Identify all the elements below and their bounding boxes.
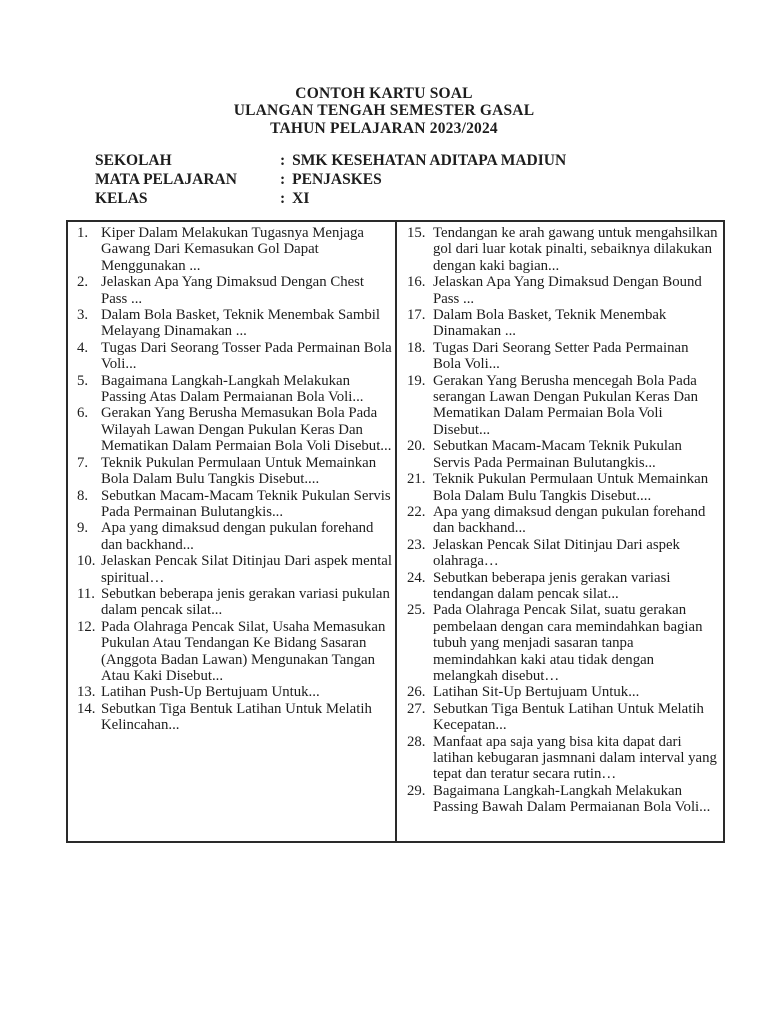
metadata-label: KELAS	[95, 189, 148, 207]
question-item	[407, 274, 720, 307]
question-number: 13.	[77, 684, 96, 701]
title-line-1: CONTOH KARTU SOAL	[295, 85, 473, 102]
question-item	[407, 701, 720, 734]
question-number: 20.	[407, 438, 426, 455]
question-text: Tugas Dari Seorang Setter Pada Permainan Bola Voli...	[433, 339, 689, 373]
question-item	[77, 340, 392, 373]
question-item	[407, 471, 720, 504]
question-text: Sebutkan Macam-Macam Teknik Pukulan Servis Pada Permainan Bulutangkis...	[433, 438, 682, 471]
question-text: Bagaimana Langkah-Langkah Melakukan Passing Atas Dalam Permaianan Bola Voli...	[101, 372, 364, 406]
question-number: 19.	[407, 372, 426, 389]
title-line-3: TAHUN PELAJARAN 2023/2024	[270, 119, 498, 137]
question-text: Jelaskan Apa Yang Dimaksud Dengan Bound Pass ...	[433, 274, 702, 307]
question-number: 5.	[77, 372, 89, 389]
question-number: 24.	[407, 569, 426, 586]
question-text: Gerakan Yang Berusha mencegah Bola Pada serangan Lawan Dengan Pukulan Keras Dan Mematikan Dalam Permaian Bola Voli Disebut...	[433, 372, 699, 438]
question-number: 3.	[77, 307, 89, 324]
question-item	[407, 307, 720, 340]
question-text: Bagaimana Langkah-Langkah Melakukan Passing Bawah Dalam Permaianan Bola Voli...	[433, 782, 711, 816]
question-number: 22.	[407, 503, 426, 520]
question-number: 7.	[77, 454, 89, 471]
question-number: 21.	[407, 471, 426, 488]
question-number: 4.	[77, 339, 89, 356]
question-item	[77, 274, 392, 307]
question-text: Jelaskan Apa Yang Dimaksud Dengan Chest Pass ...	[101, 274, 365, 307]
question-text: Latihan Push-Up Bertujuam Untuk...	[101, 684, 320, 701]
question-item	[77, 553, 392, 586]
question-item	[407, 438, 720, 471]
question-number: 10.	[77, 553, 96, 570]
question-number: 28.	[407, 733, 426, 750]
question-item	[407, 783, 720, 816]
question-text: Manfaat apa saja yang bisa kita dapat dari latihan kebugaran jasmnani dalam interval yang tepat dan teratur secara rutin…	[433, 733, 717, 783]
question-number: 9.	[77, 520, 89, 537]
question-item	[77, 405, 392, 454]
question-text: Latihan Sit-Up Bertujuam Untuk...	[433, 684, 640, 701]
question-item	[407, 684, 720, 700]
question-text: Pada Olahraga Pencak Silat, Usaha Memasukan Pukulan Atau Tendangan Ke Bidang Sasaran (Anggota Badan Lawan) Mengunakan Tangan Atau Kaki Disebut...	[101, 618, 386, 684]
question-number: 12.	[77, 618, 96, 635]
question-number: 2.	[77, 274, 89, 291]
question-item	[407, 340, 720, 373]
question-item	[77, 225, 392, 274]
question-text: Tendangan ke arah gawang untuk mengahsilkan gol dari luar kotak pinalti, sebaiknya dilakukan dengan kaki bagian...	[433, 225, 718, 274]
question-number: 25.	[407, 602, 426, 619]
question-text: Sebutkan beberapa jenis gerakan variasi pukulan dalam pencak silat...	[101, 585, 390, 619]
questions-table	[66, 220, 725, 843]
question-item	[77, 455, 392, 488]
question-text: Sebutkan beberapa jenis gerakan variasi tendangan dalam pencak silat...	[433, 569, 671, 602]
metadata-colon: :	[280, 170, 286, 188]
metadata-label: MATA PELAJARAN	[95, 170, 237, 188]
question-number: 27.	[407, 700, 426, 717]
metadata-label: SEKOLAH	[95, 152, 172, 169]
question-text: Gerakan Yang Berusha Memasukan Bola Pada Wilayah Lawan Dengan Pukulan Keras Dan Mematikan Dalam Permaian Bola Voli Disebut...	[101, 405, 392, 455]
title-line-2: ULANGAN TENGAH SEMESTER GASAL	[233, 102, 535, 120]
metadata-value: XI	[292, 189, 310, 207]
question-text: Sebutkan Tiga Bentuk Latihan Untuk Melatih Kelincahan...	[101, 700, 372, 734]
question-text: Sebutkan Tiga Bentuk Latihan Untuk Melatih Kecepatan...	[433, 700, 704, 734]
question-number: 26.	[407, 684, 426, 701]
question-text: Tugas Dari Seorang Tosser Pada Permainan Bola Voli...	[101, 339, 392, 373]
question-number: 14.	[77, 700, 96, 717]
question-number: 17.	[407, 307, 426, 324]
question-item	[77, 373, 392, 406]
question-number: 23.	[407, 536, 426, 553]
question-text: Kiper Dalam Melakukan Tugasnya Menjaga Gawang Dari Kemasukan Gol Dapat Menggunakan ...	[101, 225, 364, 274]
metadata-colon: :	[280, 189, 286, 207]
question-number: 15.	[407, 225, 426, 241]
document-title-block	[0, 85, 768, 137]
question-text: Teknik Pukulan Permulaan Untuk Memainkan Bola Dalam Bulu Tangkis Disebut....	[433, 471, 709, 504]
question-item	[77, 586, 392, 619]
question-text: Dalam Bola Basket, Teknik Menembak Dinamakan ...	[433, 307, 667, 340]
question-number: 29.	[407, 782, 426, 799]
question-text: Apa yang dimaksud dengan pukulan forehand dan backhand...	[101, 520, 374, 553]
question-item	[77, 520, 392, 553]
question-item	[77, 307, 392, 340]
question-item	[77, 701, 392, 734]
question-text: Jelaskan Pencak Silat Ditinjau Dari aspek mental spiritual…	[101, 553, 392, 586]
metadata-value: PENJASKES	[292, 170, 382, 188]
question-number: 8.	[77, 487, 89, 504]
question-text: Apa yang dimaksud dengan pukulan forehand dan backhand...	[433, 503, 706, 537]
question-item	[407, 504, 720, 537]
question-text: Dalam Bola Basket, Teknik Menembak Sambil Melayang Dinamakan ...	[101, 307, 380, 340]
question-item	[77, 619, 392, 685]
question-item	[407, 537, 720, 570]
question-item	[407, 602, 720, 684]
question-item	[407, 373, 720, 439]
question-text: Teknik Pukulan Permulaan Untuk Memainkan Bola Dalam Bulu Tangkis Disebut....	[101, 454, 377, 488]
question-item	[407, 225, 720, 274]
metadata-colon: :	[280, 152, 286, 169]
metadata-value: SMK KESEHATAN ADITAPA MADIUN	[292, 152, 567, 169]
question-number: 11.	[77, 585, 95, 602]
question-number: 18.	[407, 339, 426, 356]
metadata-row-school	[95, 152, 566, 171]
question-item	[407, 570, 720, 603]
question-number: 16.	[407, 274, 426, 291]
question-text: Pada Olahraga Pencak Silat, suatu gerakan pembelaan dengan cara memindahkan bagian tubuh yang menjadi sasaran tanpa memindahkan kaki atau tidak dengan melangkah disebut…	[433, 602, 703, 684]
questions-column-right	[395, 222, 723, 841]
question-text: Sebutkan Macam-Macam Teknik Pukulan Servis Pada Permainan Bulutangkis...	[101, 487, 391, 520]
questions-column-left	[68, 222, 395, 841]
metadata-block	[95, 152, 566, 208]
metadata-row-subject	[95, 171, 566, 190]
question-number: 1.	[77, 225, 89, 241]
question-item	[77, 684, 392, 700]
metadata-row-class	[95, 190, 566, 209]
question-number: 6.	[77, 405, 89, 422]
question-item	[407, 734, 720, 783]
question-text: Jelaskan Pencak Silat Ditinjau Dari aspek olahraga…	[433, 536, 680, 570]
question-item	[77, 488, 392, 521]
